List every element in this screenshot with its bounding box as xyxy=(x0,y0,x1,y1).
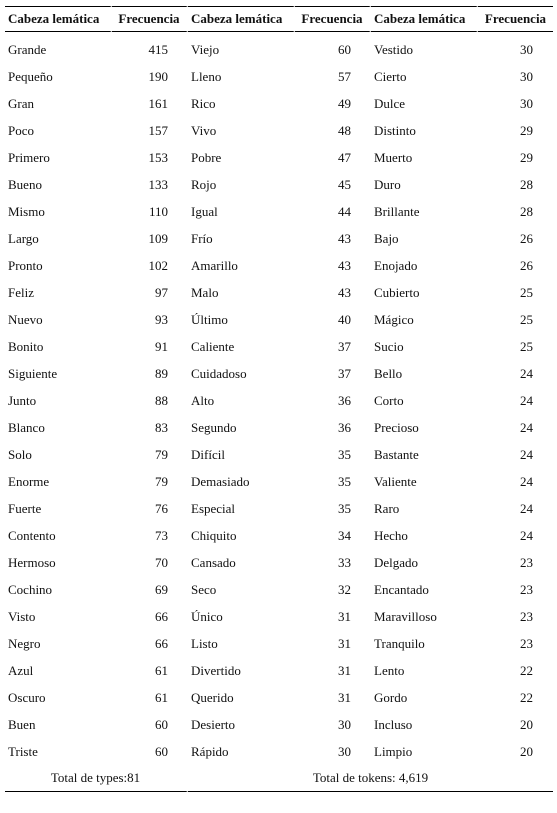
table-row xyxy=(5,252,553,279)
lemma-cell: Pronto xyxy=(8,257,43,273)
lemma-cell: Incluso xyxy=(374,716,413,732)
lemma-cell: Mágico xyxy=(374,311,414,327)
lemma-cell: Poco xyxy=(8,122,34,138)
lemma-cell: Valiente xyxy=(374,473,417,489)
lemma-cell: Cochino xyxy=(8,581,53,597)
lemma-cell: Malo xyxy=(191,284,219,300)
frequency-cell: 24 xyxy=(520,392,533,408)
lemma-cell: Cuidadoso xyxy=(191,365,247,381)
frequency-cell: 97 xyxy=(155,284,168,300)
table-row xyxy=(5,63,553,90)
frequency-cell: 47 xyxy=(338,149,351,165)
frequency-cell: 102 xyxy=(148,257,168,273)
frequency-cell: 34 xyxy=(338,527,351,543)
lemma-cell: Largo xyxy=(8,230,39,246)
frequency-cell: 23 xyxy=(520,635,533,651)
lemma-cell: Pobre xyxy=(191,149,222,165)
total-tokens: Total de tokens: 4,619 xyxy=(188,765,553,792)
frequency-cell: 61 xyxy=(155,689,168,705)
lemma-cell: Contento xyxy=(8,527,56,543)
total-types: Total de types:81 xyxy=(5,765,188,792)
table-row xyxy=(5,279,553,306)
frequency-cell: 24 xyxy=(520,473,533,489)
frequency-cell: 110 xyxy=(148,203,168,219)
frequency-cell: 89 xyxy=(155,365,168,381)
table-row xyxy=(5,549,553,576)
frequency-cell: 43 xyxy=(338,257,351,273)
frequency-cell: 20 xyxy=(520,716,533,732)
lemma-cell: Solo xyxy=(8,446,32,462)
lemma-cell: Gordo xyxy=(374,689,408,705)
frequency-cell: 43 xyxy=(338,230,351,246)
frequency-cell: 70 xyxy=(155,554,168,570)
table-row xyxy=(5,387,553,414)
frequency-cell: 61 xyxy=(155,662,168,678)
lemma-cell: Primero xyxy=(8,149,50,165)
lemma-cell: Muerto xyxy=(374,149,413,165)
lemma-cell: Igual xyxy=(191,203,218,219)
frequency-cell: 60 xyxy=(155,743,168,759)
table-row xyxy=(5,576,553,603)
frequency-cell: 60 xyxy=(338,41,351,57)
lemma-cell: Oscuro xyxy=(8,689,46,705)
table-row xyxy=(5,32,553,63)
table-row xyxy=(5,468,553,495)
lemma-cell: Sucio xyxy=(374,338,404,354)
frequency-cell: 31 xyxy=(338,689,351,705)
lemma-cell: Fuerte xyxy=(8,500,42,516)
lemma-cell: Desierto xyxy=(191,716,236,732)
table-row xyxy=(5,711,553,738)
header-frequency-3: Frecuencia xyxy=(478,6,553,32)
frequency-cell: 29 xyxy=(520,122,533,138)
lemma-cell: Limpio xyxy=(374,743,413,759)
frequency-cell: 22 xyxy=(520,662,533,678)
frequency-cell: 23 xyxy=(520,554,533,570)
table-row xyxy=(5,360,553,387)
frequency-cell: 40 xyxy=(338,311,351,327)
lemma-cell: Enojado xyxy=(374,257,418,273)
totals-row xyxy=(5,765,553,792)
frequency-cell: 35 xyxy=(338,446,351,462)
frequency-cell: 30 xyxy=(338,716,351,732)
lemma-cell: Bastante xyxy=(374,446,419,462)
lemma-cell: Listo xyxy=(191,635,218,651)
lemma-cell: Bueno xyxy=(8,176,42,192)
lemma-cell: Visto xyxy=(8,608,36,624)
header-row xyxy=(5,6,553,32)
lemma-cell: Alto xyxy=(191,392,215,408)
lemma-cell: Delgado xyxy=(374,554,419,570)
frequency-cell: 49 xyxy=(338,95,351,111)
frequency-cell: 161 xyxy=(148,95,168,111)
frequency-cell: 31 xyxy=(338,608,351,624)
lemma-cell: Lleno xyxy=(191,68,222,84)
lemma-cell: Buen xyxy=(8,716,36,732)
lemma-cell: Cubierto xyxy=(374,284,420,300)
table-row xyxy=(5,630,553,657)
lemma-cell: Brillante xyxy=(374,203,420,219)
lemma-cell: Hecho xyxy=(374,527,408,543)
table-row xyxy=(5,171,553,198)
lemma-cell: Cierto xyxy=(374,68,407,84)
frequency-cell: 29 xyxy=(520,149,533,165)
frequency-cell: 23 xyxy=(520,581,533,597)
frequency-cell: 133 xyxy=(148,176,168,192)
frequency-cell: 43 xyxy=(338,284,351,300)
frequency-cell: 60 xyxy=(155,716,168,732)
lemma-cell: Pequeño xyxy=(8,68,53,84)
lemma-cell: Tranquilo xyxy=(374,635,425,651)
frequency-cell: 24 xyxy=(520,500,533,516)
header-frequency-1: Frecuencia xyxy=(112,6,188,32)
lemma-cell: Frío xyxy=(191,230,213,246)
lemma-cell: Bonito xyxy=(8,338,44,354)
table-row xyxy=(5,90,553,117)
lemma-cell: Rico xyxy=(191,95,216,111)
header-lemma-3: Cabeza lemática xyxy=(371,6,478,32)
frequency-cell: 36 xyxy=(338,419,351,435)
lemma-cell: Vivo xyxy=(191,122,217,138)
frequency-cell: 35 xyxy=(338,500,351,516)
frequency-cell: 190 xyxy=(148,68,168,84)
frequency-cell: 26 xyxy=(520,257,533,273)
lemma-cell: Rojo xyxy=(191,176,217,192)
lemma-cell: Encantado xyxy=(374,581,429,597)
frequency-cell: 83 xyxy=(155,419,168,435)
frequency-cell: 36 xyxy=(338,392,351,408)
frequency-cell: 23 xyxy=(520,608,533,624)
table-row xyxy=(5,414,553,441)
frequency-cell: 33 xyxy=(338,554,351,570)
frequency-cell: 28 xyxy=(520,176,533,192)
table-row xyxy=(5,333,553,360)
frequency-table-container xyxy=(5,6,553,792)
frequency-cell: 91 xyxy=(155,338,168,354)
table-row xyxy=(5,738,553,765)
frequency-cell: 66 xyxy=(155,608,168,624)
lemma-cell: Blanco xyxy=(8,419,45,435)
table-row xyxy=(5,117,553,144)
frequency-cell: 30 xyxy=(520,68,533,84)
frequency-cell: 79 xyxy=(155,446,168,462)
frequency-cell: 32 xyxy=(338,581,351,597)
frequency-cell: 22 xyxy=(520,689,533,705)
lemma-cell: Viejo xyxy=(191,41,220,57)
frequency-cell: 25 xyxy=(520,284,533,300)
frequency-cell: 30 xyxy=(520,95,533,111)
lemma-cell: Lento xyxy=(374,662,405,678)
lemma-cell: Distinto xyxy=(374,122,416,138)
frequency-cell: 35 xyxy=(338,473,351,489)
lemma-cell: Corto xyxy=(374,392,404,408)
lemma-cell: Segundo xyxy=(191,419,237,435)
lemma-cell: Especial xyxy=(191,500,236,516)
frequency-cell: 31 xyxy=(338,662,351,678)
lemma-cell: Bajo xyxy=(374,230,399,246)
lemma-cell: Enorme xyxy=(8,473,50,489)
lemma-cell: Feliz xyxy=(8,284,34,300)
lemma-cell: Gran xyxy=(8,95,34,111)
lemma-cell: Raro xyxy=(374,500,400,516)
frequency-cell: 79 xyxy=(155,473,168,489)
frequency-cell: 57 xyxy=(338,68,351,84)
lemma-cell: Duro xyxy=(374,176,401,192)
lemma-cell: Amarillo xyxy=(191,257,238,273)
table-row xyxy=(5,306,553,333)
lemma-cell: Cansado xyxy=(191,554,236,570)
frequency-cell: 28 xyxy=(520,203,533,219)
table-row xyxy=(5,441,553,468)
frequency-cell: 44 xyxy=(338,203,351,219)
frequency-cell: 26 xyxy=(520,230,533,246)
lemma-cell: Vestido xyxy=(374,41,413,57)
lemma-cell: Azul xyxy=(8,662,34,678)
frequency-cell: 45 xyxy=(338,176,351,192)
lemma-cell: Demasiado xyxy=(191,473,250,489)
frequency-cell: 88 xyxy=(155,392,168,408)
frequency-cell: 24 xyxy=(520,527,533,543)
frequency-cell: 20 xyxy=(520,743,533,759)
frequency-cell: 93 xyxy=(155,311,168,327)
lemma-cell: Triste xyxy=(8,743,38,759)
lemma-cell: Dulce xyxy=(374,95,406,111)
lemma-cell: Nuevo xyxy=(8,311,43,327)
table-row xyxy=(5,495,553,522)
header-frequency-2: Frecuencia xyxy=(295,6,371,32)
frequency-cell: 30 xyxy=(520,41,533,57)
lemma-cell: Divertido xyxy=(191,662,241,678)
frequency-cell: 66 xyxy=(155,635,168,651)
lemma-cell: Maravilloso xyxy=(374,608,437,624)
frequency-cell: 48 xyxy=(338,122,351,138)
frequency-cell: 30 xyxy=(338,743,351,759)
lemma-cell: Chiquito xyxy=(191,527,237,543)
lemma-cell: Bello xyxy=(374,365,403,381)
frequency-cell: 415 xyxy=(148,41,168,57)
table-row xyxy=(5,684,553,711)
lemma-cell: Caliente xyxy=(191,338,235,354)
frequency-cell: 157 xyxy=(148,122,168,138)
lemma-cell: Querido xyxy=(191,689,234,705)
lemma-cell: Negro xyxy=(8,635,41,651)
frequency-cell: 24 xyxy=(520,419,533,435)
frequency-cell: 73 xyxy=(155,527,168,543)
frequency-cell: 109 xyxy=(148,230,168,246)
frequency-cell: 24 xyxy=(520,365,533,381)
table-row xyxy=(5,522,553,549)
lemma-cell: Difícil xyxy=(191,446,225,462)
frequency-cell: 37 xyxy=(338,338,351,354)
lemma-cell: Siguiente xyxy=(8,365,58,381)
frequency-cell: 25 xyxy=(520,311,533,327)
lemma-cell: Último xyxy=(191,311,228,327)
table-row xyxy=(5,603,553,630)
frequency-cell: 31 xyxy=(338,635,351,651)
lemma-cell: Grande xyxy=(8,41,47,57)
table-row xyxy=(5,657,553,684)
header-lemma-1: Cabeza lemática xyxy=(5,6,112,32)
frequency-table xyxy=(5,6,553,792)
table-row xyxy=(5,144,553,171)
lemma-cell: Seco xyxy=(191,581,217,597)
lemma-cell: Mismo xyxy=(8,203,45,219)
header-lemma-2: Cabeza lemática xyxy=(188,6,295,32)
table-row xyxy=(5,225,553,252)
frequency-cell: 69 xyxy=(155,581,168,597)
lemma-cell: Rápido xyxy=(191,743,229,759)
frequency-cell: 153 xyxy=(148,149,168,165)
table-body xyxy=(5,32,553,765)
frequency-cell: 25 xyxy=(520,338,533,354)
lemma-cell: Hermoso xyxy=(8,554,56,570)
lemma-cell: Junto xyxy=(8,392,37,408)
frequency-cell: 76 xyxy=(155,500,168,516)
lemma-cell: Precioso xyxy=(374,419,419,435)
frequency-cell: 24 xyxy=(520,446,533,462)
table-row xyxy=(5,198,553,225)
frequency-cell: 37 xyxy=(338,365,351,381)
lemma-cell: Único xyxy=(191,608,223,624)
